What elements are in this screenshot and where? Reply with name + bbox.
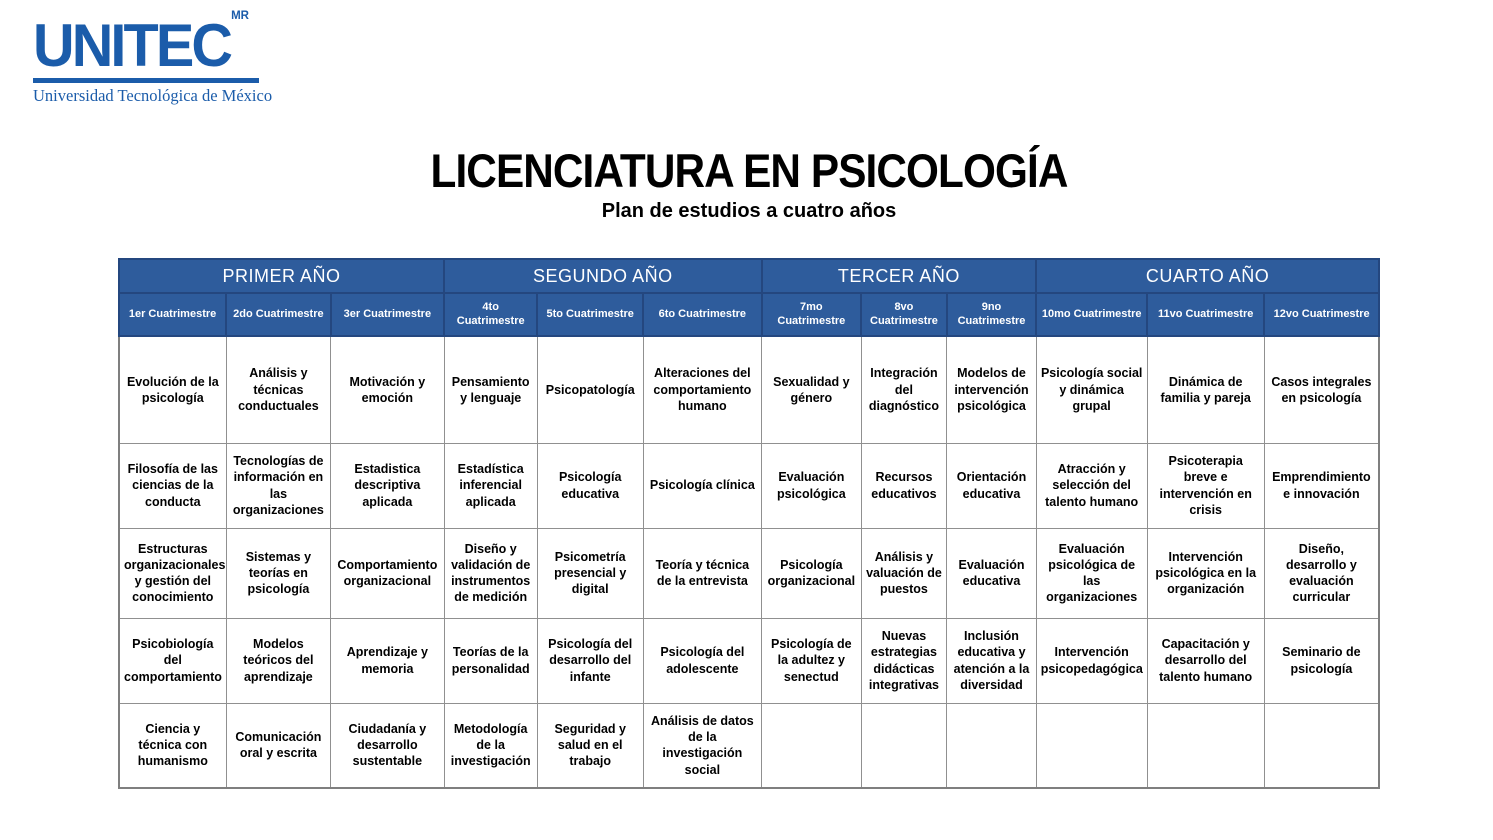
quarter-header-10: 10mo Cuatrimestre: [1036, 293, 1147, 336]
quarter-header-11: 11vo Cuatrimestre: [1147, 293, 1264, 336]
course-cell: Intervención psicológica en la organización: [1147, 528, 1264, 618]
course-cell-empty: [1147, 703, 1264, 788]
course-cell: Análisis y técnicas conductuales: [226, 336, 331, 443]
course-cell: Estadistica descriptiva aplicada: [331, 443, 444, 528]
course-cell: Diseño y validación de instrumentos de medición: [444, 528, 537, 618]
course-cell: Psicometría presencial y digital: [537, 528, 643, 618]
course-cell: Evaluación psicológica: [762, 443, 862, 528]
year-header-cuarto: CUARTO AÑO: [1036, 259, 1379, 293]
quarter-header-2: 2do Cuatrimestre: [226, 293, 331, 336]
course-cell: Psicología del adolescente: [643, 618, 761, 703]
course-cell: Motivación y emoción: [331, 336, 444, 443]
course-cell: Modelos de intervención psicológica: [947, 336, 1036, 443]
page-subtitle: Plan de estudios a cuatro años: [601, 200, 897, 223]
course-cell-empty: [762, 703, 862, 788]
course-cell: Sexualidad y género: [762, 336, 862, 443]
course-cell: Comportamiento organizacional: [331, 528, 444, 618]
course-cell: Psicología del desarrollo del infante: [537, 618, 643, 703]
course-cell: Evolución de la psicología: [119, 336, 226, 443]
page-title: LICENCIATURA EN PSICOLOGÍA: [430, 144, 1068, 197]
course-cell: Metodología de la investigación: [444, 703, 537, 788]
quarter-header-5: 5to Cuatrimestre: [537, 293, 643, 336]
course-cell: Psicobiología del comportamiento: [119, 618, 226, 703]
quarter-header-9: 9no Cuatrimestre: [947, 293, 1036, 336]
course-cell: Psicología educativa: [537, 443, 643, 528]
course-row-4: [119, 618, 1379, 703]
course-row-3: [119, 528, 1379, 618]
course-cell: Tecnologías de información en las organizaciones: [226, 443, 331, 528]
course-cell: Seminario de psicología: [1264, 618, 1379, 703]
course-cell: Emprendimiento e innovación: [1264, 443, 1379, 528]
logo-tagline: Universidad Tecnológica de México: [33, 86, 273, 105]
course-cell: Análisis de datos de la investigación social: [643, 703, 761, 788]
course-cell: Alteraciones del comportamiento humano: [643, 336, 761, 443]
quarter-header-6: 6to Cuatrimestre: [643, 293, 761, 336]
course-cell: Seguridad y salud en el trabajo: [537, 703, 643, 788]
course-row-1: [119, 336, 1379, 443]
course-cell: Psicología de la adultez y senectud: [762, 618, 862, 703]
course-cell: Integración del diagnóstico: [861, 336, 947, 443]
course-cell-empty: [1036, 703, 1147, 788]
logo-trademark-mr: MR: [231, 8, 250, 22]
year-header-tercer: TERCER AÑO: [762, 259, 1037, 293]
course-cell: Diseño, desarrollo y evaluación curricular: [1264, 528, 1379, 618]
course-cell: Psicología organizacional: [762, 528, 862, 618]
course-cell-empty: [1264, 703, 1379, 788]
course-cell: Pensamiento y lenguaje: [444, 336, 537, 443]
course-cell: Comunicación oral y escrita: [226, 703, 331, 788]
quarter-header-3: 3er Cuatrimestre: [331, 293, 444, 336]
quarter-header-8: 8vo Cuatrimestre: [861, 293, 947, 336]
course-cell: Análisis y valuación de puestos: [861, 528, 947, 618]
course-cell: Capacitación y desarrollo del talento humano: [1147, 618, 1264, 703]
quarter-header-12: 12vo Cuatrimestre: [1264, 293, 1379, 336]
course-cell: Casos integrales en psicología: [1264, 336, 1379, 443]
curriculum-table: [118, 258, 1380, 789]
course-cell-empty: [947, 703, 1036, 788]
course-cell: Teoría y técnica de la entrevista: [643, 528, 761, 618]
course-cell: Inclusión educativa y atención a la diversidad: [947, 618, 1036, 703]
course-cell: Evaluación psicológica de las organizaciones: [1036, 528, 1147, 618]
year-header-primer: PRIMER AÑO: [119, 259, 444, 293]
course-cell: Aprendizaje y memoria: [331, 618, 444, 703]
course-cell: Recursos educativos: [861, 443, 947, 528]
year-header-segundo: SEGUNDO AÑO: [444, 259, 762, 293]
title-block: [118, 146, 1380, 223]
course-row-2: [119, 443, 1379, 528]
logo-wordmark: [33, 8, 263, 79]
course-cell: Psicoterapia breve e intervención en crisis: [1147, 443, 1264, 528]
course-cell: Filosofía de las ciencias de la conducta: [119, 443, 226, 528]
course-cell: Intervención psicopedagógica: [1036, 618, 1147, 703]
course-cell: Modelos teóricos del aprendizaje: [226, 618, 331, 703]
course-cell: Atracción y selección del talento humano: [1036, 443, 1147, 528]
quarter-header-7: 7mo Cuatrimestre: [762, 293, 862, 336]
course-cell: Nuevas estrategias didácticas integrativas: [861, 618, 947, 703]
course-cell: Dinámica de familia y pareja: [1147, 336, 1264, 443]
course-cell: Psicopatología: [537, 336, 643, 443]
course-cell: Psicología social y dinámica grupal: [1036, 336, 1147, 443]
course-cell: Estadística inferencial aplicada: [444, 443, 537, 528]
quarter-header-1: 1er Cuatrimestre: [119, 293, 226, 336]
course-row-5: [119, 703, 1379, 788]
course-cell: Estructuras organizacionales y gestión del conocimiento: [119, 528, 226, 618]
year-header-row: [119, 259, 1379, 293]
unitec-logo: [33, 8, 273, 106]
course-cell: Orientación educativa: [947, 443, 1036, 528]
course-cell: Teorías de la personalidad: [444, 618, 537, 703]
quarter-header-4: 4to Cuatrimestre: [444, 293, 537, 336]
course-cell: Psicología clínica: [643, 443, 761, 528]
course-cell: Ciudadanía y desarrollo sustentable: [331, 703, 444, 788]
course-cell: Ciencia y técnica con humanismo: [119, 703, 226, 788]
course-cell-empty: [861, 703, 947, 788]
quarter-header-row: [119, 293, 1379, 336]
course-cell: Sistemas y teorías en psicología: [226, 528, 331, 618]
course-cell: Evaluación educativa: [947, 528, 1036, 618]
logo-brand-text: UNITEC: [33, 12, 231, 79]
